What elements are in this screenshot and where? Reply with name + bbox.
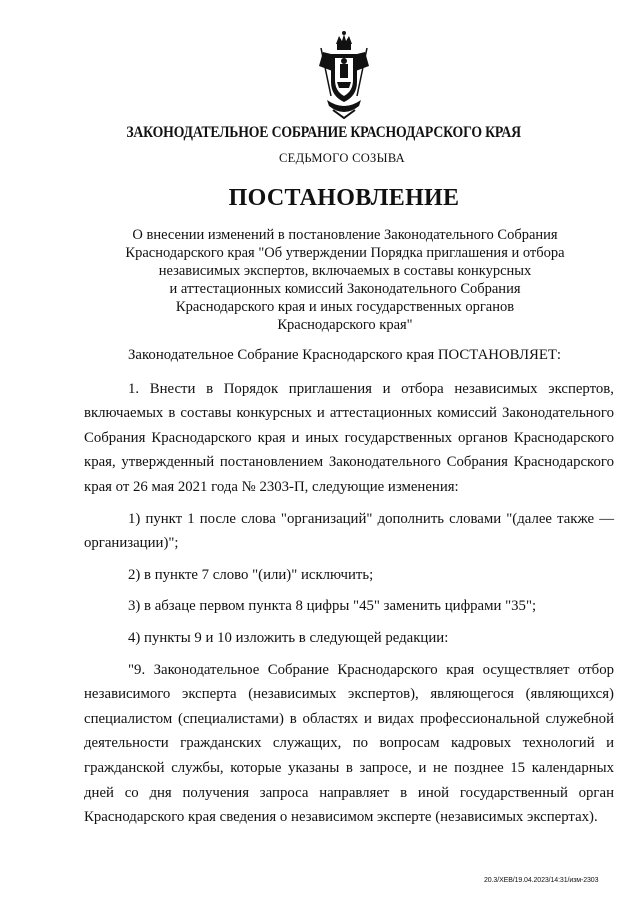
coat-of-arms-icon xyxy=(309,30,379,120)
subject-line: Краснодарского края" xyxy=(277,317,413,333)
subject-line: Краснодарского края и иных государственных органов xyxy=(175,299,515,315)
point-9-paragraph: "9. Законодательное Собрание Краснодарского края осуществляет отбор независимого эксперта (независимых экспертов), являющегося (являющихся) специалистом (специалистами) в областях и видах профессиональной служебной деятельности гражданских служащих, по вопросам кадровых технологий и гражданской службы, которые указаны в запросе, и не позднее 15 календарных дней со дня получения запроса направляет в иной государственный орган Краснодарского края сведения о независимом эксперте (независимых экспертах). xyxy=(84,661,614,826)
document-body xyxy=(84,343,614,831)
document-registration-code: 20.3/ХЕВ/19.04.2023/14:31/изм-2303 xyxy=(484,877,599,884)
document-type-title: ПОСТАНОВЛЕНИЕ xyxy=(228,185,460,211)
subitem-3-paragraph: 3) в абзаце первом пункта 8 цифры "45" заменить цифрами "35"; xyxy=(128,598,537,615)
item-1-paragraph: 1. Внести в Порядок приглашения и отбора независимых экспертов, включаемых в составы конкурсных и аттестационных комиссий Законодательного Собрания Краснодарского края и иных государственных органов Краснодарского края, утвержденный постановлением Законодательного Собрания Краснодарского края от 26 мая 2021 года № 2303-П, следующие изменения: xyxy=(84,380,614,495)
subject-line: Краснодарского края "Об утверждении Порядка приглашения и отбора xyxy=(125,245,565,261)
subitem-1-paragraph: 1) пункт 1 после слова "организаций" дополнить словами "(далее также — организации)"; xyxy=(84,510,614,552)
subject-line: независимых экспертов, включаемых в составы конкурсных xyxy=(158,263,532,279)
preamble-paragraph: Законодательное Собрание Краснодарского края ПОСТАНОВЛЯЕТ: xyxy=(128,347,562,363)
document-subject xyxy=(110,226,580,334)
subitem-4-paragraph: 4) пункты 9 и 10 изложить в следующей редакции: xyxy=(128,629,449,646)
subitem-2-paragraph: 2) в пункте 7 слово "(или)" исключить; xyxy=(128,566,374,583)
subject-line: О внесении изменений в постановление Законодательного Собрания xyxy=(132,227,558,243)
subject-line: и аттестационных комиссий Законодательного Собрания xyxy=(169,281,521,297)
organization-name: ЗАКОНОДАТЕЛЬНОЕ СОБРАНИЕ КРАСНОДАРСКОГО КРАЯ xyxy=(126,124,521,141)
convocation-label: СЕДЬМОГО СОЗЫВА xyxy=(279,151,405,165)
